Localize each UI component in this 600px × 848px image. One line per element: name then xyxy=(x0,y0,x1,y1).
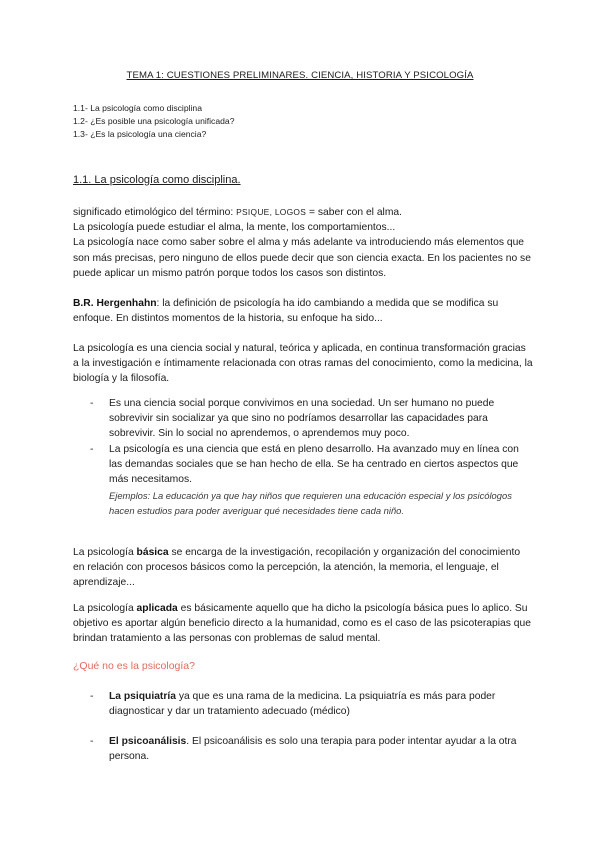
psicoanalisis-bold: El psicoanálisis xyxy=(109,736,187,747)
hergenhahn-paragraph xyxy=(73,296,533,326)
section-heading: 1.1. La psicología como disciplina. xyxy=(73,174,241,186)
aplicada-bold: aplicada xyxy=(136,603,178,614)
bullet-psicoanalisis xyxy=(109,734,529,764)
bullet-dash-2: - xyxy=(90,444,94,455)
aplicada-paragraph xyxy=(73,601,533,647)
intro-line-3: La psicología nace como saber sobre el alma y más adelante va introduciendo más elementos que son más precisas, pero ninguno de ellos puede decir que son ciencia exacta. En los pacientes no se puede aplicar un mismo patrón porque todos los casos son distintos. xyxy=(73,237,531,279)
basica-bold: básica xyxy=(136,547,169,558)
etymology-line xyxy=(73,205,533,220)
basica-pre: La psicología xyxy=(73,547,137,558)
psicoanalisis-text: . El psicoanálisis es solo una terapia para poder intentar ayudar a la otra persona. xyxy=(109,736,517,763)
bullet-dash-1: - xyxy=(90,398,94,409)
intro-paragraph xyxy=(73,205,533,281)
hergenhahn-text: : la definición de psicología ha ido cambiando a medida que se modifica su enfoque. En distintos momentos de la historia, su enfoque ha sido... xyxy=(73,298,499,325)
example-body: La educación ya que hay niños que requieren una educación especial y los psicólogos hacen estudios para poder averiguar qué necesidades tiene cada niño. xyxy=(109,489,512,516)
toc-item-1: 1.1- La psicología como disciplina xyxy=(73,103,202,113)
question-heading: ¿Qué no es la psicología? xyxy=(73,660,195,672)
example-lead: Ejemplos: xyxy=(109,489,151,501)
document-title: TEMA 1: CUESTIONES PRELIMINARES. CIENCIA, HISTORIA Y PSICOLOGÍA xyxy=(126,70,474,81)
bullet-dash-3: - xyxy=(90,691,94,702)
aplicada-post: es básicamente aquello que ha dicho la psicología básica pues lo aplico. Su objetivo es aportar algún beneficio directo a la humanidad, como es el caso de las psicoterapias que brindan tratamiento a las personas con problemas de salud mental. xyxy=(73,603,531,645)
bullet-psiquiatria xyxy=(109,689,529,719)
toc-item-3: 1.3- ¿Es la psicología una ciencia? xyxy=(73,129,207,139)
basica-paragraph xyxy=(73,545,533,591)
science-paragraph: La psicología es una ciencia social y natural, teórica y aplicada, en continua transformación gracias a la investigación e íntimamente relacionada con otras ramas del conocimiento, como la medicina, la biología y la filosofía. xyxy=(73,343,533,385)
intro-line-2: La psicología puede estudiar el alma, la mente, los comportamientos... xyxy=(73,222,396,234)
etym-terms: PSIQUE, LOGOS xyxy=(236,207,307,217)
bullet-development-text: La psicología es una ciencia que está en pleno desarrollo. Ha avanzado muy en línea con las demandas sociales que se han hecho de ella. Se ha centrado en ciertos aspectos que más necesitamos. xyxy=(109,444,519,486)
bullet-dash-4: - xyxy=(90,736,94,747)
etym-post: = saber con el alma. xyxy=(306,207,402,218)
basica-post: se encarga de la investigación, recopilación y organización del conocimiento en relación con procesos básicos como la percepción, la atención, la memoria, el lenguaje, el aprendizaje... xyxy=(73,547,521,589)
example-text xyxy=(109,488,529,518)
etym-pre: significado etimológico del término: xyxy=(73,207,237,218)
bullet-development xyxy=(109,442,529,518)
psiquiatria-text: ya que es una rama de la medicina. La psiquiatría es más para poder diagnosticar y dar un tratamiento adecuado (médico) xyxy=(109,691,496,718)
bullet-social: Es una ciencia social porque convivimos en una sociedad. Un ser humano no puede sobrevivir sin socializar ya que sino no podríamos desarrollar las capacidades para sobrevivir. Sin lo social no aprendemos, o aprendemos muy poco. xyxy=(109,398,495,440)
hergenhahn-name: B.R. Hergenhahn xyxy=(73,298,157,309)
psiquiatria-bold: La psiquiatría xyxy=(109,691,176,702)
aplicada-pre: La psicología xyxy=(73,603,137,614)
toc-item-2: 1.2- ¿Es posible una psicología unificada? xyxy=(73,116,235,126)
